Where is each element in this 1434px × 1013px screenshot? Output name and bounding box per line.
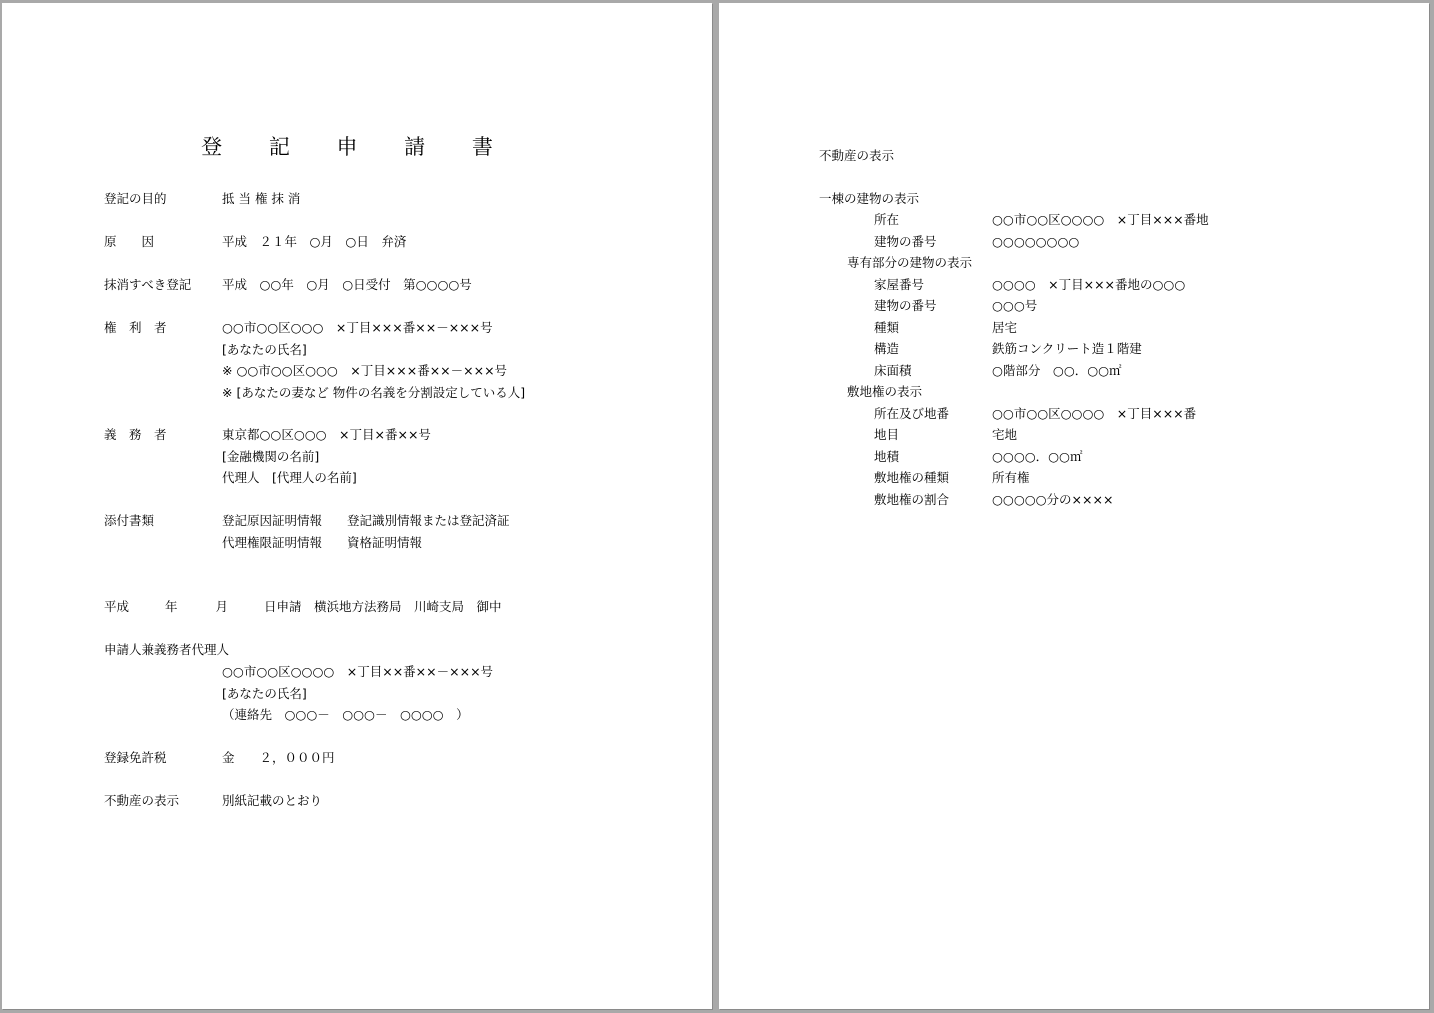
document-title: 登 記 申 請 書 xyxy=(201,135,513,159)
site-right-ratio-label: 敷地権の割合 xyxy=(874,492,950,507)
land-area-value: ○○○○．○○㎡ xyxy=(992,449,1083,464)
floor-area-value: ○階部分 ○○．○○㎡ xyxy=(992,363,1122,378)
property-label: 不動産の表示 xyxy=(104,793,180,808)
right-holder-line: ※ ○○市○○区○○○ ×丁目×××番××－×××号 xyxy=(222,363,508,378)
house-number-value: ○○○○ ×丁目×××番地の○○○ xyxy=(992,277,1186,292)
date-era: 平成 xyxy=(104,599,130,614)
right-holder-label: 権 利 者 xyxy=(104,320,167,335)
site-right-ratio-value: ○○○○○分の×××× xyxy=(992,492,1114,507)
property-value: 別紙記載のとおり xyxy=(222,793,323,808)
obligor-line: 東京都○○区○○○ ×丁目×番××号 xyxy=(222,427,431,442)
right-holder-line: ○○市○○区○○○ ×丁目×××番××－×××号 xyxy=(222,320,493,335)
site-right-type-value: 所有権 xyxy=(992,470,1030,485)
right-holder-block xyxy=(2,317,712,407)
tax-label: 登録免許税 xyxy=(104,750,167,765)
cause-label: 原 因 xyxy=(104,234,155,249)
document-page-right xyxy=(719,3,1429,1009)
applicant-line: [あなたの氏名] xyxy=(222,685,307,701)
right-holder-lines xyxy=(222,317,525,403)
date-year: 年 xyxy=(165,599,178,614)
obligor-block xyxy=(2,424,712,494)
building-heading: 一棟の建物の表示 xyxy=(819,191,920,206)
attachments-lines xyxy=(222,510,510,553)
obligor-line: 代理人 [代理人の名前] xyxy=(222,470,357,485)
property-heading: 不動産の表示 xyxy=(819,148,895,163)
unit-number-label: 建物の番号 xyxy=(874,298,937,313)
building-number-value: ○○○○○○○○ xyxy=(992,234,1080,249)
obligor-label: 義 務 者 xyxy=(104,427,167,442)
attachments-block xyxy=(2,510,712,556)
purpose-label: 登記の目的 xyxy=(104,191,167,206)
applicant-label: 申請人兼義務者代理人 xyxy=(104,642,230,657)
applicant-lines xyxy=(222,661,493,726)
type-label: 種類 xyxy=(874,320,900,335)
right-holder-line: ※ [あなたの妻など 物件の名義を分割設定している人] xyxy=(222,384,526,400)
obligor-line: [金融機関の名前] xyxy=(222,448,320,464)
date-month: 月 xyxy=(215,599,229,614)
exclusive-heading: 専有部分の建物の表示 xyxy=(847,255,973,270)
applicant-line: ○○市○○区○○○○ ×丁目××番××－×××号 xyxy=(222,664,494,679)
unit-number-value: ○○○号 xyxy=(992,298,1038,313)
building-location-label: 所在 xyxy=(874,212,900,227)
building-number-label: 建物の番号 xyxy=(874,234,937,249)
land-category-label: 地目 xyxy=(874,427,900,442)
right-holder-line: [あなたの氏名] xyxy=(222,341,307,357)
type-value: 居宅 xyxy=(992,320,1018,335)
cause-value: 平成 ２１年 ○月 ○日 弁済 xyxy=(222,234,407,249)
structure-value: 鉄筋コンクリート造１階建 xyxy=(992,341,1142,356)
land-area-label: 地積 xyxy=(874,449,900,464)
site-location-label: 所在及び地番 xyxy=(874,406,950,421)
applicant-line: （連絡先 ○○○－ ○○○－ ○○○○ ） xyxy=(222,707,469,722)
house-number-label: 家屋番号 xyxy=(874,277,925,292)
site-location-value: ○○市○○区○○○○ ×丁目×××番 xyxy=(992,406,1197,421)
obligor-lines xyxy=(222,424,431,489)
site-heading: 敷地権の表示 xyxy=(847,384,923,399)
to-cancel-value: 平成 ○○年 ○月 ○日受付 第○○○○号 xyxy=(222,277,472,292)
site-right-type-label: 敷地権の種類 xyxy=(874,470,950,485)
date-rest: 日申請 横浜地方法務局 川崎支局 御中 xyxy=(264,599,502,614)
purpose-value: 抵 当 権 抹 消 xyxy=(222,191,301,206)
tax-value: 金 ２，０００円 xyxy=(222,750,335,765)
building-location-value: ○○市○○区○○○○ ×丁目×××番地 xyxy=(992,212,1209,227)
attachments-label: 添付書類 xyxy=(104,513,155,528)
document-page-left xyxy=(2,3,712,1009)
to-cancel-label: 抹消すべき登記 xyxy=(104,277,192,292)
attachments-line: 登記原因証明情報 登記識別情報または登記済証 xyxy=(222,513,510,528)
floor-area-label: 床面積 xyxy=(874,363,912,378)
application-date-line xyxy=(104,596,502,618)
land-category-value: 宅地 xyxy=(992,427,1018,442)
structure-label: 構造 xyxy=(874,341,900,356)
attachments-line: 代理権限証明情報 資格証明情報 xyxy=(222,534,423,550)
